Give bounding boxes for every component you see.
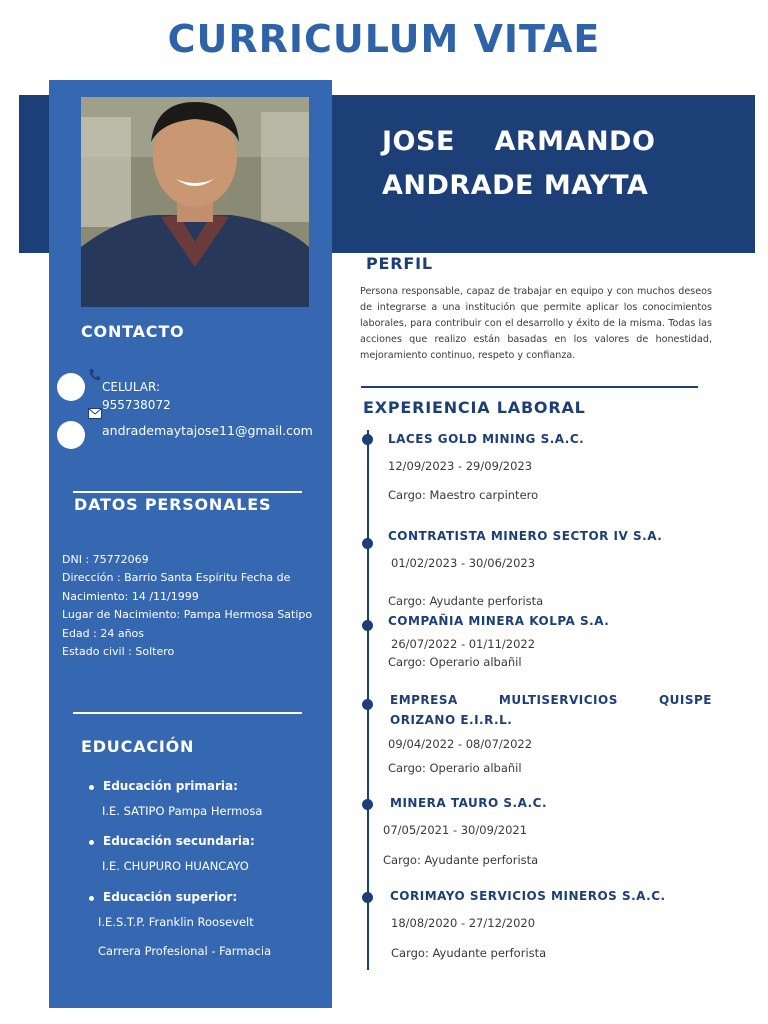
email-icon xyxy=(88,408,102,419)
phone-number: 955738072 xyxy=(102,398,171,412)
job-dates: 12/09/2023 - 29/09/2023 xyxy=(388,459,533,473)
education-item-detail: I.E.S.T.P. Franklin Roosevelt xyxy=(98,915,254,929)
job-dates: 01/02/2023 - 30/06/2023 xyxy=(391,556,536,570)
name-line-2: ANDRADE MAYTA xyxy=(382,170,649,201)
job-company-word: QUISPE xyxy=(658,693,712,707)
divider xyxy=(361,386,698,388)
candidate-name xyxy=(382,120,655,208)
education-item-title: Educación secundaria: xyxy=(103,834,255,848)
job-role: Cargo: Ayudante perforista xyxy=(383,853,539,867)
job-dates: 07/05/2021 - 30/09/2021 xyxy=(383,823,528,837)
job-dates: 26/07/2022 - 01/11/2022 xyxy=(391,637,536,651)
personal-line: Estado civil : Soltero xyxy=(62,645,175,659)
divider xyxy=(73,712,302,714)
experience-heading: EXPERIENCIA LABORAL xyxy=(363,398,586,417)
portrait-illustration xyxy=(81,97,309,307)
job-role: Cargo: Ayudante perforista xyxy=(391,946,547,960)
personal-line: DNI : 75772069 xyxy=(62,553,149,566)
timeline-dot xyxy=(362,892,373,903)
education-item-detail: I.E. CHUPURO HUANCAYO xyxy=(102,859,249,873)
job-company: CONTRATISTA MINERO SECTOR IV S.A. xyxy=(388,529,663,543)
bullet xyxy=(89,896,94,901)
email-address[interactable]: andrademaytajose11@gmail.com xyxy=(102,423,313,438)
personal-details xyxy=(62,551,312,661)
job-company: MINERA TAURO S.A.C. xyxy=(390,796,548,810)
profile-photo xyxy=(81,97,309,307)
job-company-word: EMPRESA xyxy=(390,693,458,707)
profile-text: Persona responsable, capaz de trabajar en equipo y con muchos deseos de integrarse a una institución que permite aplicar los conocimientos laborales, para contribuir con el desarrollo y éxito de la misma. Todas las acciones que realizo están basadas en los valores de honestidad, mejoramiento continuo, respeto y confianza. xyxy=(360,286,712,361)
divider xyxy=(73,491,302,493)
job-company-line-2: ORIZANO E.I.R.L. xyxy=(390,713,513,727)
job-dates: 09/04/2022 - 08/07/2022 xyxy=(388,737,533,751)
job-company: COMPAÑIA MINERA KOLPA S.A. xyxy=(388,614,610,628)
personal-line: Nacimiento: 14 /11/1999 xyxy=(62,589,199,603)
personal-line: Dirección : Barrio Santa Espíritu Fecha de xyxy=(62,571,291,585)
job-role: Cargo: Ayudante perforista xyxy=(388,594,544,608)
timeline-dot xyxy=(362,538,373,549)
personal-heading: DATOS PERSONALES xyxy=(74,495,272,514)
job-company-word: MULTISERVICIOS xyxy=(498,693,618,707)
timeline-dot xyxy=(362,620,373,631)
job-company-line-1 xyxy=(390,693,712,707)
education-item-detail: I.E. SATIPO Pampa Hermosa xyxy=(102,804,263,818)
contact-heading: CONTACTO xyxy=(81,322,185,341)
personal-line: Edad : 24 años xyxy=(62,626,145,640)
job-role: Cargo: Operario albañil xyxy=(388,761,522,775)
job-role: Cargo: Maestro carpintero xyxy=(388,488,539,502)
education-item-title: Educación superior: xyxy=(103,890,238,904)
timeline-dot xyxy=(362,434,373,445)
phone-label: CELULAR: xyxy=(102,380,161,394)
timeline-dot xyxy=(362,699,373,710)
timeline-dot xyxy=(362,799,373,810)
bullet xyxy=(89,785,94,790)
education-item-title: Educación primaria: xyxy=(103,779,238,793)
phone-badge xyxy=(57,373,85,401)
personal-line: Lugar de Nacimiento: Pampa Hermosa Satipo xyxy=(62,608,313,622)
phone-icon xyxy=(88,368,102,382)
bullet xyxy=(89,840,94,845)
job-role: Cargo: Operario albañil xyxy=(388,655,522,669)
job-dates: 18/08/2020 - 27/12/2020 xyxy=(391,916,536,930)
document-title: CURRICULUM VITAE xyxy=(167,17,601,54)
education-item-extra: Carrera Profesional - Farmacia xyxy=(98,944,272,958)
job-company: LACES GOLD MINING S.A.C. xyxy=(388,432,585,446)
job-company: CORIMAYO SERVICIOS MINEROS S.A.C. xyxy=(390,889,666,903)
email-badge xyxy=(57,421,85,449)
profile-heading: PERFIL xyxy=(366,254,433,273)
name-line-1: JOSE ARMANDO xyxy=(382,126,656,157)
education-heading: EDUCACIÓN xyxy=(81,737,195,756)
